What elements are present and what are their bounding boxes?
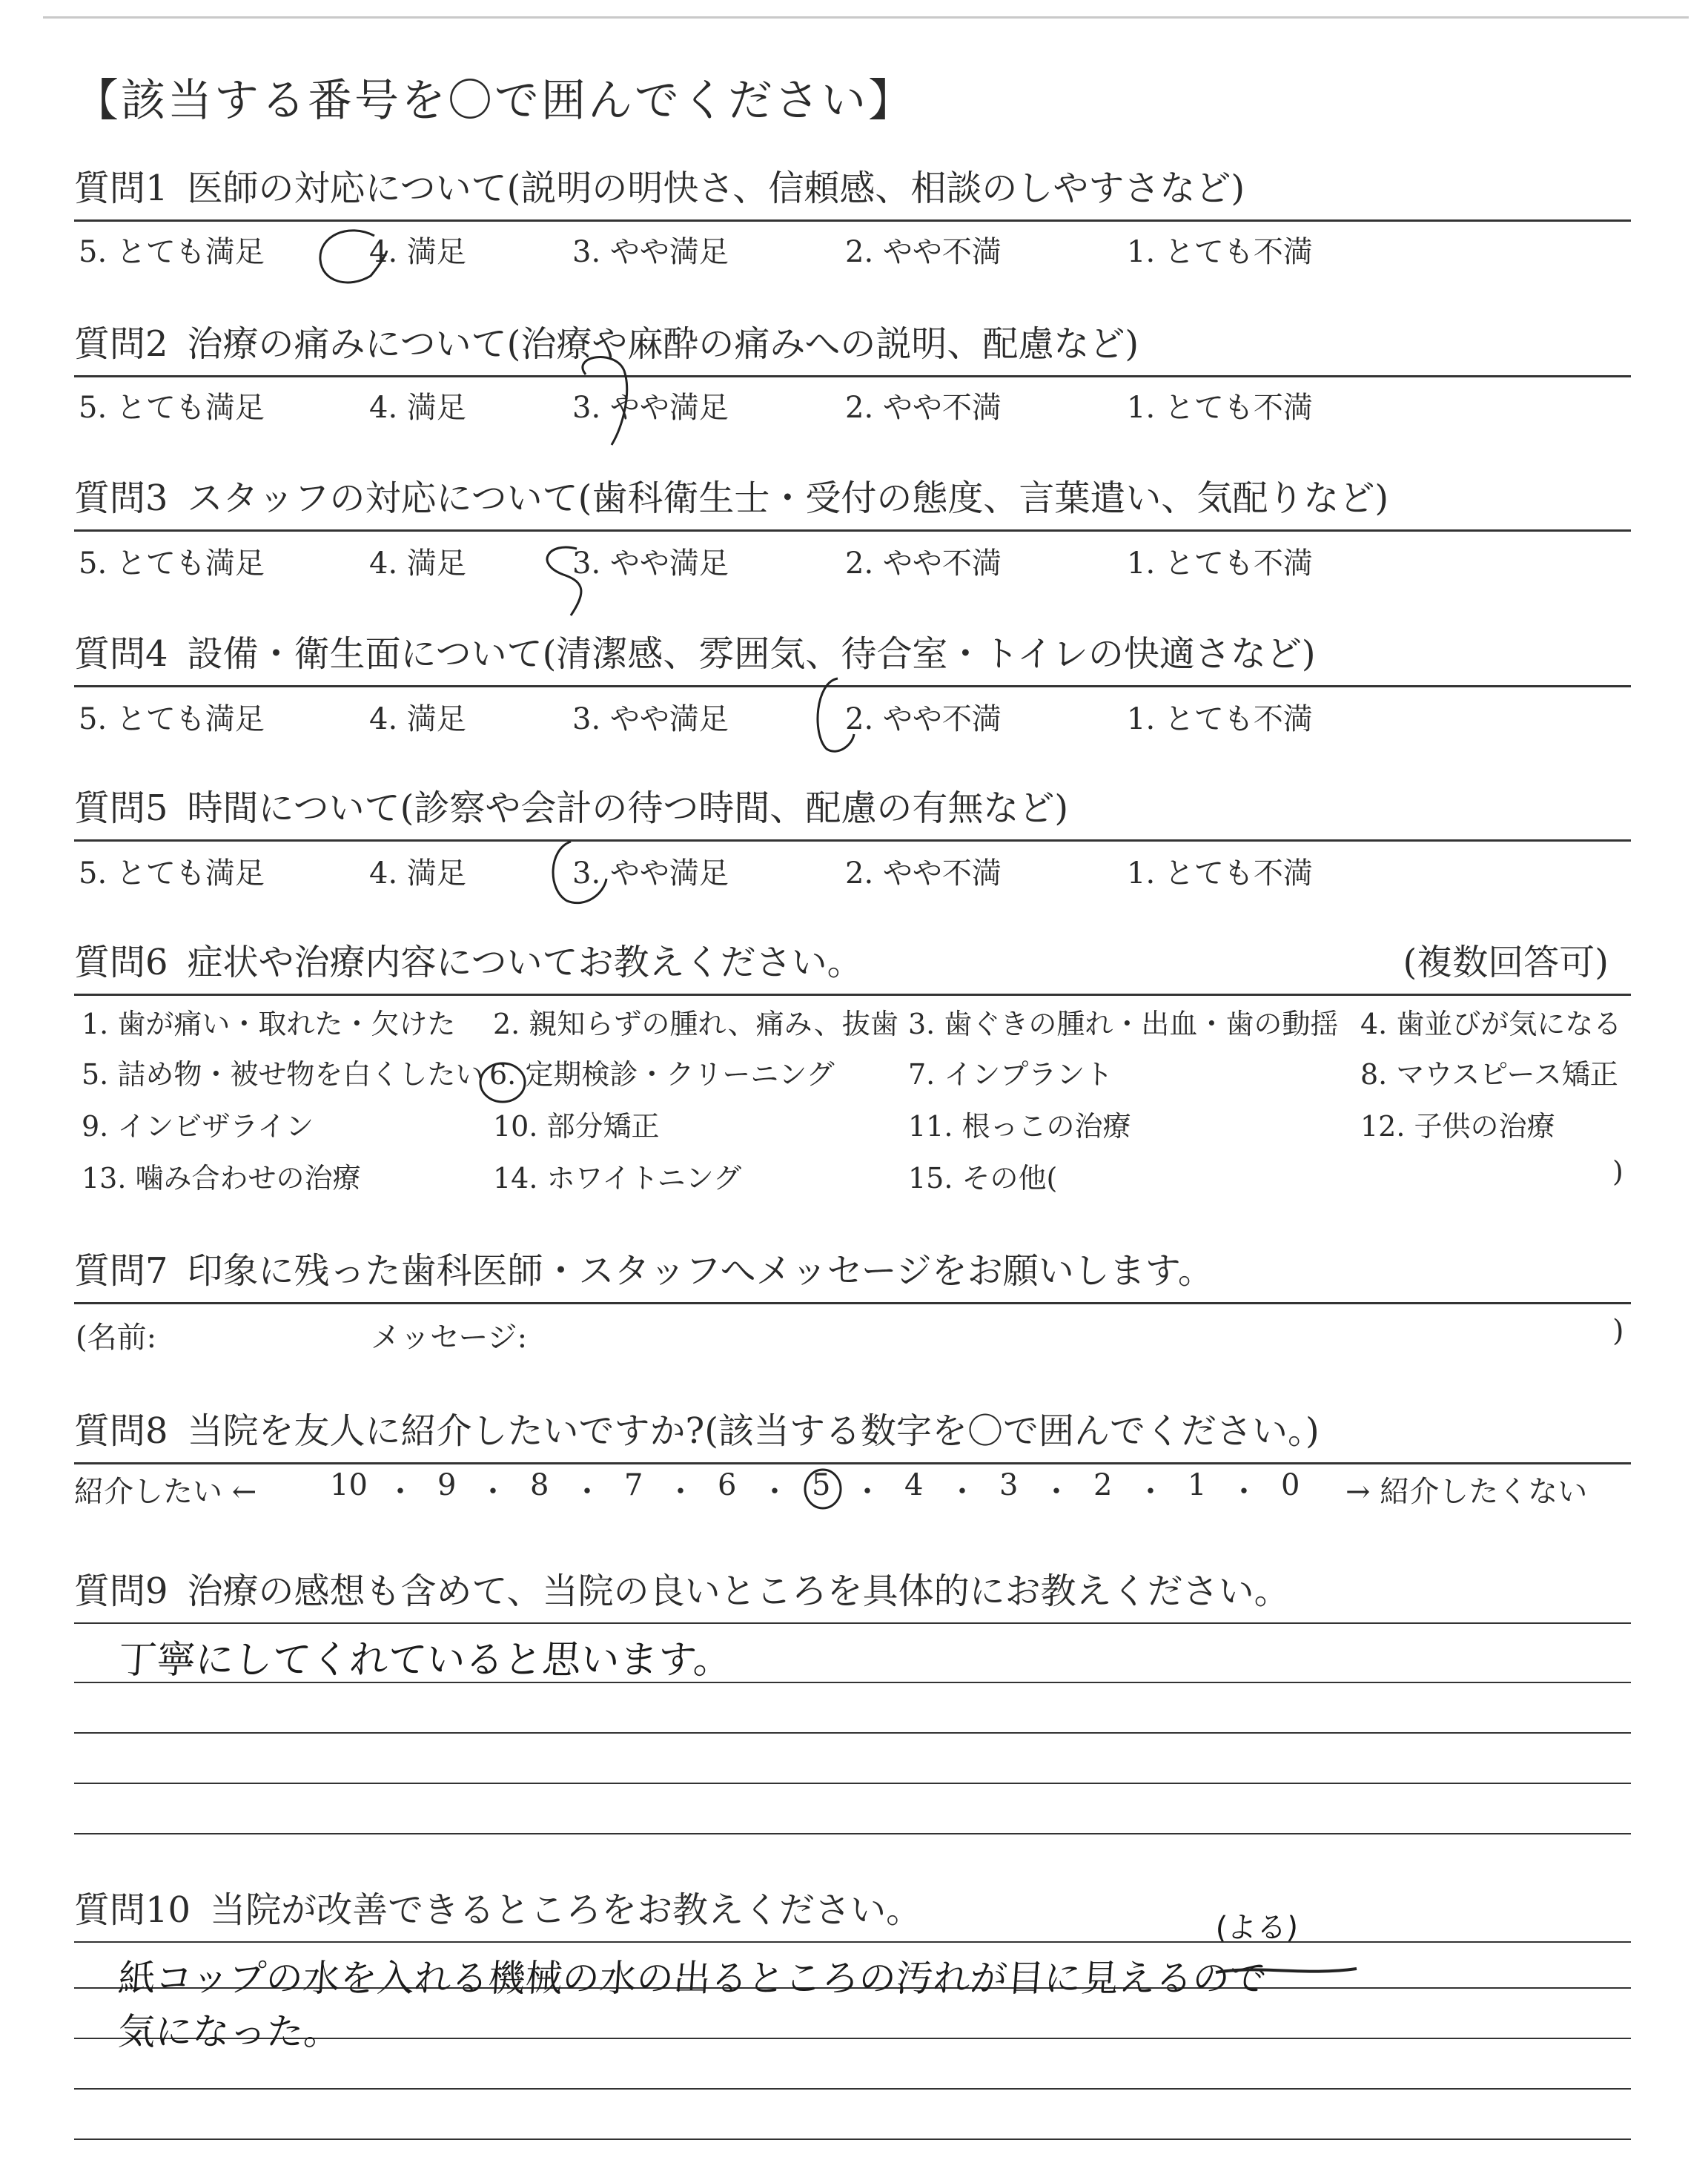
scale-6[interactable]: 6 [718,1468,737,1502]
option-5[interactable]: 5. とても満足 [79,235,265,269]
scale-5[interactable]: 5 [812,1468,831,1502]
scale-dot: ・ [478,1475,508,1509]
question-4 [74,630,1631,687]
question-text: 当院を友人に紹介したいですか?(該当する数字を〇で囲んでください。) [187,1410,1320,1452]
option-4[interactable]: 4. 満足 [369,391,466,425]
question-3-options [74,540,1631,581]
question-6 [74,939,1631,996]
q6-option-4[interactable]: 4. 歯並びが気になる [1360,1008,1622,1040]
option-3[interactable]: 3. やや満足 [572,391,729,425]
question-text: 当院が改善できるところをお教えください。 [210,1889,922,1931]
question-4-options [74,696,1631,737]
question-text: スタッフの対応について(歯科衛生士・受付の態度、言葉遣い、気配りなど) [187,478,1389,519]
q6-option-8[interactable]: 8. マウスピース矯正 [1360,1058,1618,1091]
option-3[interactable]: 3. やや満足 [572,235,729,269]
answer-line [74,2138,1631,2140]
q6-option-14[interactable]: 14. ホワイトニング [493,1162,742,1195]
scale-2[interactable]: 2 [1093,1468,1113,1502]
question-text: 治療の感想も含めて、当院の良いところを具体的にお教えください。 [187,1571,1290,1612]
scale-10[interactable]: 10 [330,1468,368,1502]
question-number: 質問6 [74,942,168,983]
scale-9[interactable]: 9 [437,1468,457,1502]
q10-handwritten-answer-line-1: 紙コップの水を入れる機械の水の出るところの汚れが目に見えるので [116,1957,1268,2000]
question-2 [74,320,1631,377]
answer-line [74,1783,1631,1784]
option-4[interactable]: 4. 満足 [369,702,466,736]
question-number: 質問10 [74,1889,191,1931]
multiple-answers-note: (複数回答可) [1403,942,1609,983]
q6-option-2[interactable]: 2. 親知らずの腫れ、痛み、抜歯 [493,1008,898,1040]
scale-dot: ・ [572,1475,602,1509]
q6-option-9[interactable]: 9. インビザライン [82,1110,314,1143]
question-5 [74,785,1631,842]
scale-dot: ・ [760,1475,790,1509]
option-3[interactable]: 3. やや満足 [572,856,729,891]
option-5[interactable]: 5. とても満足 [79,391,265,425]
option-2[interactable]: 2. やや不満 [845,856,1002,891]
scale-left-label: 紹介したい ← [74,1475,257,1509]
question-7 [74,1247,1631,1304]
question-number: 質問9 [74,1571,168,1612]
scale-1[interactable]: 1 [1188,1468,1207,1502]
q6-option-15[interactable]: 15. その他( [908,1162,1058,1195]
option-4[interactable]: 4. 満足 [369,856,466,891]
scale-7[interactable]: 7 [624,1468,643,1502]
q6-option-7[interactable]: 7. インプラント [908,1058,1113,1091]
q9-handwritten-answer: 丁寧にしてくれていると思います。 [116,1638,734,1682]
scale-0[interactable]: 0 [1281,1468,1300,1502]
option-1[interactable]: 1. とても不満 [1127,856,1313,891]
answer-line [74,1833,1631,1834]
question-text: 医師の対応について(説明の明快さ、信頼感、相談のしやすさなど) [187,168,1245,209]
question-3 [74,475,1631,532]
question-10 [74,1886,1631,1943]
q6-option-6[interactable]: 6. 定期検診・クリーニング [489,1058,835,1091]
scale-dot: ・ [666,1475,695,1509]
option-2[interactable]: 2. やや不満 [845,235,1002,269]
scale-dot: ・ [1042,1475,1071,1509]
scale-dot: ・ [1229,1475,1259,1509]
option-3[interactable]: 3. やや満足 [572,546,729,581]
answer-line [74,1732,1631,1734]
q6-other-close: ) [1612,1155,1623,1188]
question-8 [74,1407,1631,1464]
option-1[interactable]: 1. とても不満 [1127,702,1313,736]
scale-dot: ・ [385,1475,415,1509]
scale-right-label: → 紹介したくない [1345,1475,1588,1509]
q6-option-13[interactable]: 13. 噛み合わせの治療 [82,1162,361,1195]
q6-option-5[interactable]: 5. 詰め物・被せ物を白くしたい [82,1058,484,1091]
question-text: 症状や治療内容についてお教えください。 [187,942,863,983]
question-number: 質問7 [74,1250,168,1292]
question-text: 印象に残った歯科医師・スタッフへメッセージをお願いします。 [187,1250,1214,1292]
q6-option-10[interactable]: 10. 部分矯正 [493,1110,660,1143]
question-text: 設備・衛生面について(清潔感、雰囲気、待合室・トイレの快適さなど) [187,633,1316,675]
name-label: (名前: [76,1321,157,1355]
question-1 [74,165,1631,222]
q10-handwritten-answer-line-2: 気になった。 [116,2010,342,2053]
option-5[interactable]: 5. とても満足 [79,856,265,891]
question-2-options [74,384,1631,426]
question-number: 質問1 [74,168,168,209]
option-5[interactable]: 5. とても満足 [79,546,265,581]
option-4[interactable]: 4. 満足 [369,235,466,269]
option-1[interactable]: 1. とても不満 [1127,546,1313,581]
question-number: 質問8 [74,1410,168,1452]
option-2[interactable]: 2. やや不満 [845,546,1002,581]
scale-dot: ・ [853,1475,882,1509]
option-3[interactable]: 3. やや満足 [572,702,729,736]
option-2[interactable]: 2. やや不満 [845,391,1002,425]
question-text: 時間について(診察や会計の待つ時間、配慮の有無など) [187,787,1069,829]
scale-8[interactable]: 8 [530,1468,549,1502]
page-top-edge [43,16,1689,19]
option-2[interactable]: 2. やや不満 [845,702,1002,736]
answer-line [74,2088,1631,2090]
page-title: 【該当する番号を〇で囲んでください】 [74,75,915,127]
question-9 [74,1568,1631,1624]
scale-dot: ・ [1136,1475,1165,1509]
scale-3[interactable]: 3 [999,1468,1019,1502]
question-number: 質問3 [74,478,168,519]
option-1[interactable]: 1. とても不満 [1127,391,1313,425]
question-1-options [74,228,1631,270]
message-label: メッセージ: [371,1321,528,1355]
q6-option-3[interactable]: 3. 歯ぐきの腫れ・出血・歯の動揺 [908,1008,1339,1040]
scale-4[interactable]: 4 [904,1468,924,1502]
question-number: 質問5 [74,787,168,829]
q6-option-11[interactable]: 11. 根っこの治療 [908,1110,1131,1143]
question-text: 治療の痛みについて(治療や麻酔の痛みへの説明、配慮など) [187,323,1139,365]
question-5-options [74,850,1631,891]
option-5[interactable]: 5. とても満足 [79,702,265,736]
option-4[interactable]: 4. 満足 [369,546,466,581]
q10-correction-note: (よる) [1214,1911,1300,1945]
q6-option-1[interactable]: 1. 歯が痛い・取れた・欠けた [82,1008,456,1040]
q6-option-12[interactable]: 12. 子供の治療 [1360,1110,1555,1143]
scale-dot: ・ [947,1475,977,1509]
question-number: 質問4 [74,633,168,675]
message-close: ) [1612,1314,1624,1348]
question-number: 質問2 [74,323,168,365]
option-1[interactable]: 1. とても不満 [1127,235,1313,269]
